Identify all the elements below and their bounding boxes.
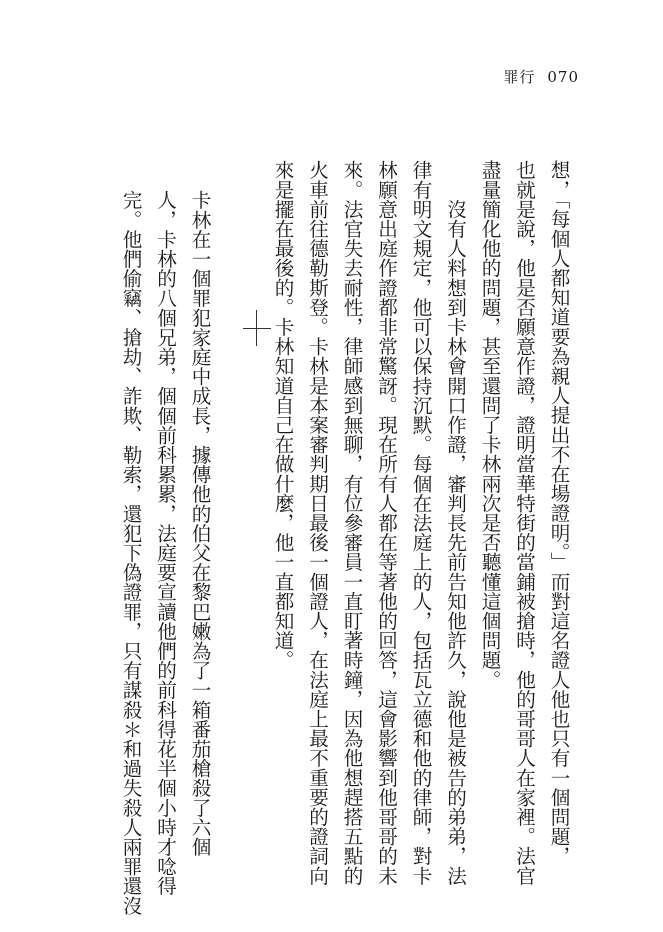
running-header bbox=[503, 66, 579, 87]
bottom-text-block bbox=[113, 190, 217, 916]
text-line: 林願意出庭作證都非常驚訝。現在所有人都在等著他的回答，這會影響到他哥哥的未 bbox=[374, 160, 398, 886]
page-number: 070 bbox=[547, 68, 579, 86]
text-line: 人，卡林的八個兄弟，個個前科累累，法庭要宣讀他們的前科得花半個小時才唸得 bbox=[153, 190, 177, 896]
text-line: 也就是說，他是否願意作證，證明當華特街的當鋪被搶時，他的哥哥人在家裡。法官 bbox=[512, 160, 536, 886]
text-line: 沒有人料想到卡林會開口作證，審判長先前告知他許久，說他是被告的弟弟，法 bbox=[443, 160, 467, 886]
text-line: 火車前往德勒斯登。卡林是本案審判期日最後一個證人，在法庭上最不重要的證詞向 bbox=[305, 160, 329, 886]
text-line: 來是擺在最後的。卡林知道自己在做什麼，他一直都知道。 bbox=[271, 160, 294, 670]
section-break-mark bbox=[243, 310, 271, 346]
chapter-title: 罪行 bbox=[503, 68, 536, 86]
text-line: 來。法官失去耐性，律師感到無聊，有位參審員一直盯著時鐘，因為他想趕搭五點的 bbox=[340, 160, 363, 886]
text-line: 盡量簡化他的問題，甚至還問了卡林兩次是否聽懂這個問題。 bbox=[478, 160, 501, 690]
text-line: 卡林在一個罪犯家庭中成長，據傳他的伯父在黎巴嫩為了一箱番茄槍殺了六個 bbox=[188, 190, 211, 857]
text-line: 想，「每個人都知道要為親人提出不在場證明。」而對這名證人他也只有一個問題， bbox=[547, 160, 570, 866]
text-line: 完。他們偷竊、搶劫、詐欺、勒索，還犯下偽證罪，只有謀殺＊和過失殺人兩罪還沒 bbox=[119, 190, 142, 916]
text-line: 律有明文規定，他可以保持沉默。每個在法庭上的人，包括瓦立德和他的律師，對卡 bbox=[409, 160, 432, 886]
top-text-block bbox=[265, 160, 576, 886]
